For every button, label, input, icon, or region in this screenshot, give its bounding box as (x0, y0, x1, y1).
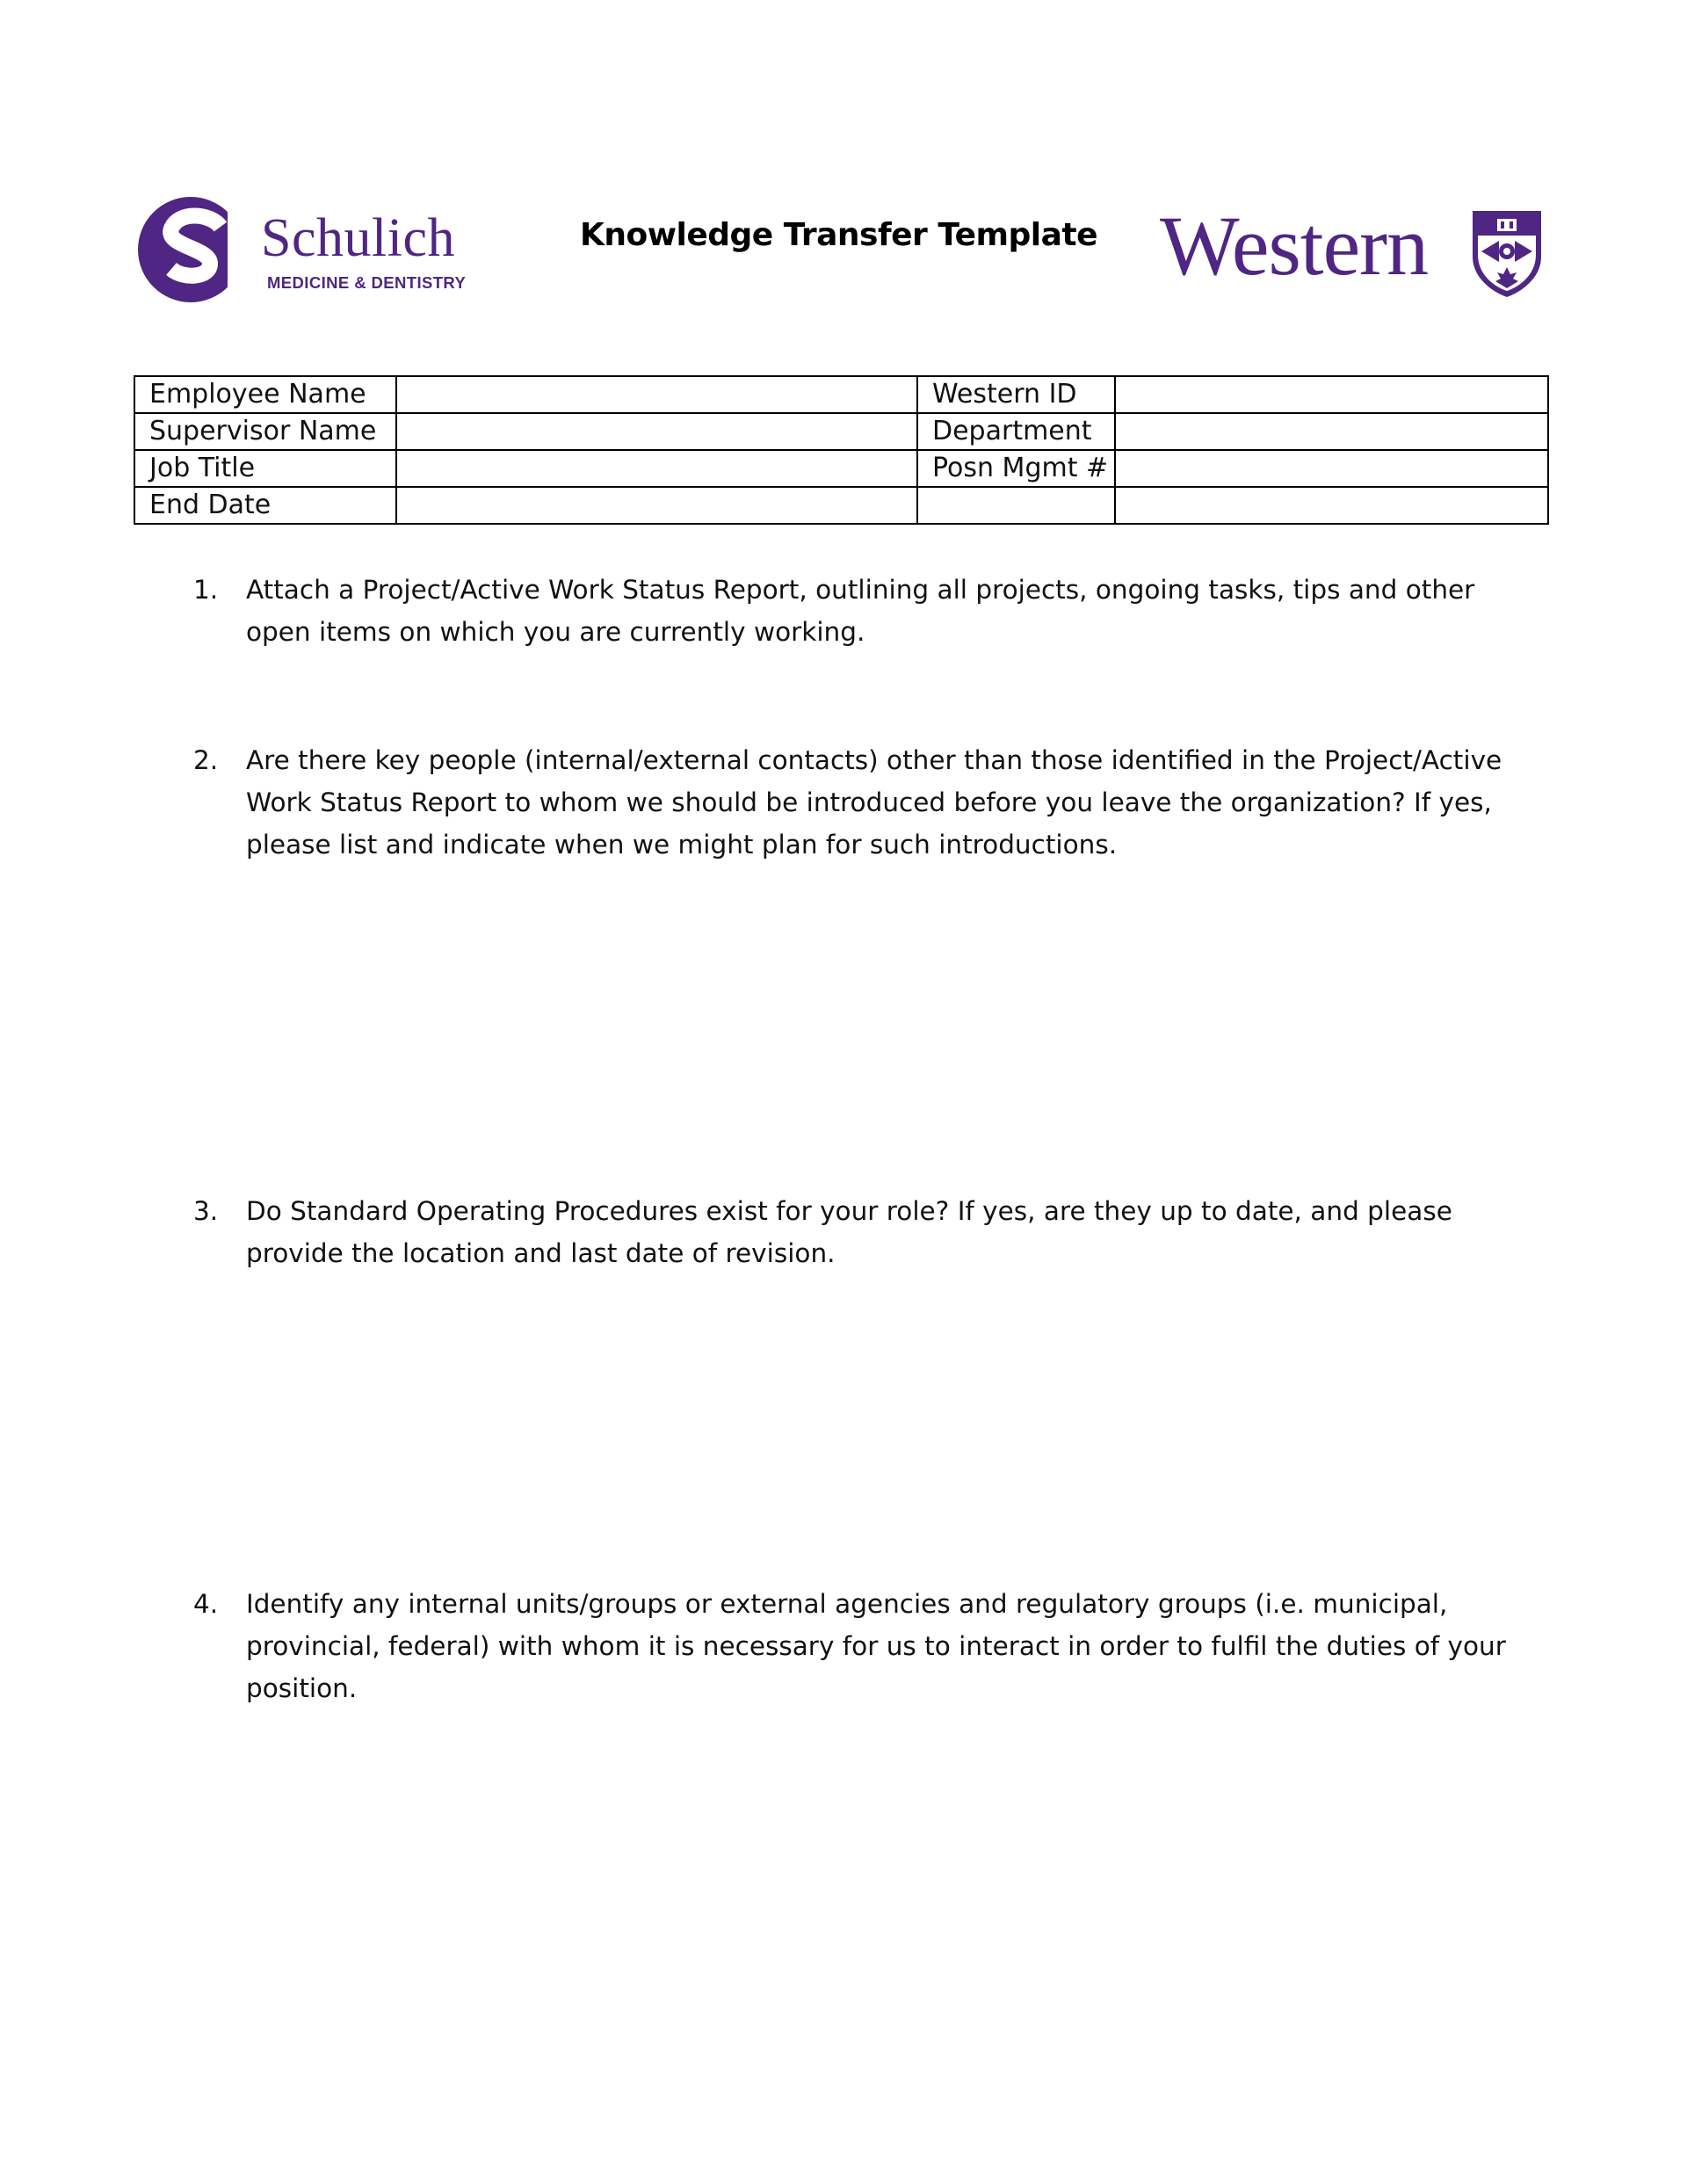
question-3 (193, 1190, 1546, 1274)
document-title: Knowledge Transfer Template (580, 217, 1098, 253)
end-date-label: End Date (134, 487, 396, 524)
schulich-subtitle: MEDICINE & DENTISTRY (267, 273, 467, 292)
supervisor-name-label: Supervisor Name (134, 413, 396, 450)
question-text: Attach a Project/Active Work Status Report, outlining all projects, ongoing tasks, tips and other open items on which you are currently working. (246, 575, 1475, 647)
supervisor-name-field[interactable] (396, 413, 917, 450)
job-title-label: Job Title (134, 450, 396, 487)
question-4 (193, 1583, 1546, 1709)
employee-name-field[interactable] (396, 376, 917, 413)
western-logo (1160, 199, 1546, 301)
western-wordmark: Western (1160, 199, 1429, 293)
question-number: 4. (193, 1589, 219, 1619)
schulich-wordmark: Schulich (261, 208, 455, 268)
table-row (134, 450, 1548, 487)
western-id-label: Western ID (917, 376, 1115, 413)
question-1 (193, 569, 1546, 653)
posn-mgmt-label: Posn Mgmt # (917, 450, 1115, 487)
question-text: Identify any internal units/groups or external agencies and regulatory groups (i.e. municipal, provincial, federal) with whom it is necessary for us to interact in order to fulfil the duties of your position. (246, 1589, 1506, 1703)
empty-label-cell (917, 487, 1115, 524)
table-row (134, 376, 1548, 413)
question-number: 3. (193, 1196, 219, 1226)
question-text: Are there key people (internal/external contacts) other than those identified in the Project/Active Work Status Report to whom we should be introduced before you leave the organization? If yes, please list and indicate when we might plan for such introductions. (246, 745, 1502, 860)
question-2 (193, 739, 1546, 866)
posn-mgmt-field[interactable] (1115, 450, 1548, 487)
question-number: 1. (193, 575, 219, 605)
empty-value-cell[interactable] (1115, 487, 1548, 524)
schulich-logo (136, 195, 479, 309)
job-title-field[interactable] (396, 450, 917, 487)
table-row (134, 487, 1548, 524)
end-date-field[interactable] (396, 487, 917, 524)
question-number: 2. (193, 745, 219, 775)
western-id-field[interactable] (1115, 376, 1548, 413)
employee-info-table (134, 375, 1549, 525)
department-label: Department (917, 413, 1115, 450)
schulich-s-icon (136, 195, 250, 309)
employee-name-label: Employee Name (134, 376, 396, 413)
department-field[interactable] (1115, 413, 1548, 450)
table-row (134, 413, 1548, 450)
question-text: Do Standard Operating Procedures exist for your role? If yes, are they up to date, and please provide the location and last date of revision. (246, 1196, 1452, 1268)
western-crest-icon (1469, 206, 1545, 299)
